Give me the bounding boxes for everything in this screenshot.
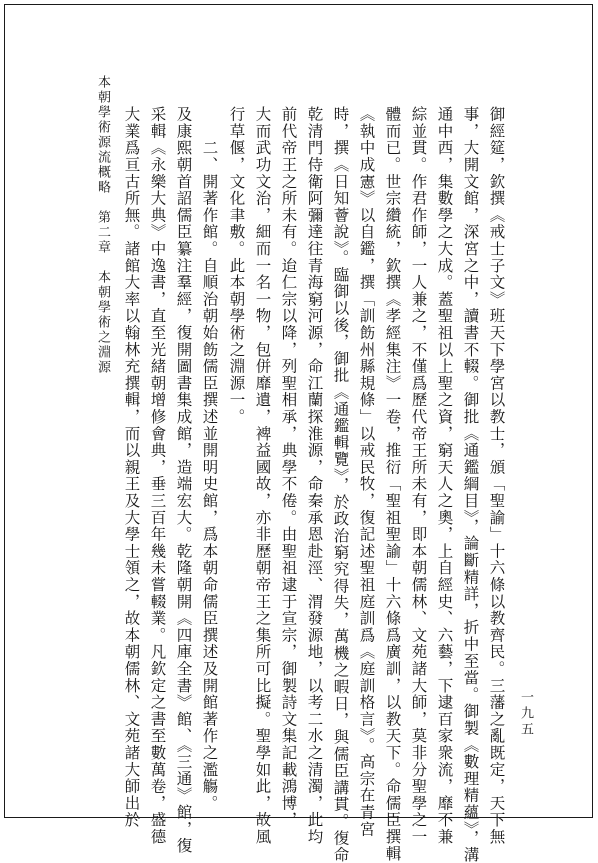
text-column: 綜並貫。作君作師，一人兼之，不僅爲歷代帝王所未有，即本朝儒林、文苑諸大師，莫非分聖學之一 xyxy=(409,106,428,846)
text-column: 《執中成憲》以自鑑，撰「訓飭州縣規條」以戒民牧，復記述聖祖庭訓爲《庭訓格言》。高宗在青宮 xyxy=(357,106,376,838)
page-number: 一九五 xyxy=(518,690,533,738)
text-column: 大業爲亘古所無。諸館大率以翰林充撰輯，而以親王及大學士領之，故本朝儒林、文苑諸大師出於 xyxy=(122,106,141,829)
text-column: 二、開著作館。自順治朝始飭儒臣撰述並開明史館，爲本朝命儒臣撰述及開館著作之濫觴。 xyxy=(200,106,219,812)
running-header: 本朝學術源流概略 第二章 本朝學術之淵源 xyxy=(95,75,110,375)
text-column: 大而武功文治，細而一名一物，包併靡遺，裨益國故，亦非歷朝帝王之集所可比擬。聖學如此，故風 xyxy=(253,106,272,846)
text-column: 時，撰《日知薈說》。臨御以後，御批《通鑑輯覽》，於政治窮究得失，萬機之暇日，與儒臣講貫。復命 xyxy=(331,106,350,863)
text-column: 體而已。世宗纘統，欽撰《孝經集注》一卷，推衍「聖祖聖諭」十六條爲廣訓，以教天下。命儒臣撰輯 xyxy=(383,106,402,862)
text-column: 通中西，集數學之大成。蓋聖祖以上聖之資，窮天人之奧，上自經史、六藝，下逮百家衆流，靡不兼 xyxy=(435,106,454,846)
text-column: 行草偃，文化聿敷。此本朝學術之淵源一。 xyxy=(227,106,246,426)
text-column: 事，大開文館，深宮之中，讀書不輟。御批《通鑑綱目》，論斷精詳，折中至當。御製《數理精蘊》，溝 xyxy=(461,106,480,863)
text-column: 前代帝王之所未有。迨仁宗以降，列聖相承，典學不倦。由聖祖逮于宣宗，御製詩文集記載鴻博， xyxy=(279,106,298,829)
text-column: 乾清門侍衛阿彌達往青海窮河源，命江蘭探淮源，命秦承恩赴涇、渭發源地，以考二水之清濁，此均 xyxy=(305,106,324,846)
text-column: 采輯《永樂大典》中逸書，直至光緒朝增修會典，垂三百年幾未嘗輟業。凡欽定之書至數萬卷，盛德 xyxy=(148,106,167,846)
text-column: 御經筵，欽撰《戒士子文》班天下學宮以教士，頒「聖諭」十六條以教齊民。三藩之亂既定，天下無 xyxy=(487,106,506,846)
text-column: 及康熙朝首詔儒臣纂注羣經，復開圖書集成館，造端宏大。乾隆朝開《四庫全書》館、《三通》館，復 xyxy=(174,106,193,855)
